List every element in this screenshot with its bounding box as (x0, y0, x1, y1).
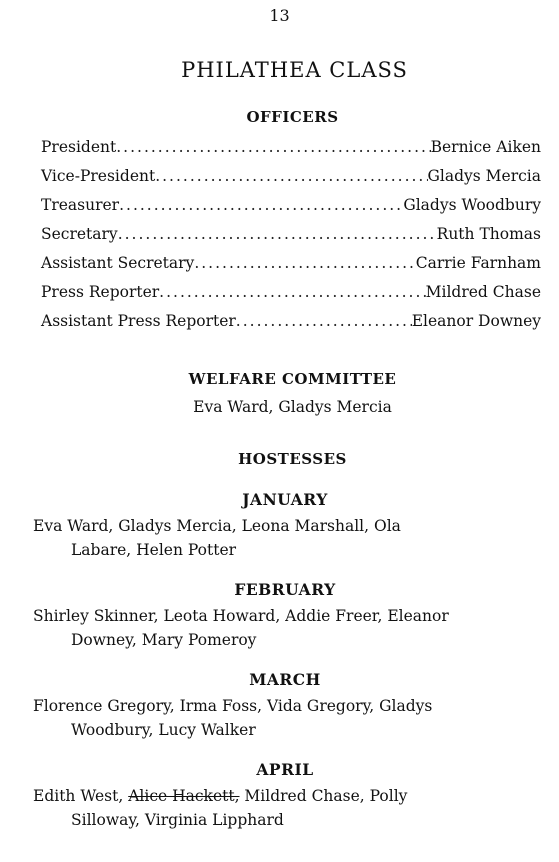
officer-name: Bernice Aiken (430, 138, 541, 156)
officer-row (41, 225, 541, 254)
hostess-line: Woodbury, Lucy Walker (71, 721, 256, 739)
welfare-committee-heading: WELFARE COMMITTEE (188, 370, 397, 388)
officer-row (41, 138, 541, 167)
dot-leader (236, 312, 412, 330)
month-heading-march: MARCH (249, 670, 321, 689)
hostess-line: Eva Ward, Gladys Mercia, Leona Marshall, Ola (33, 517, 401, 535)
hostess-line: Silloway, Virginia Lipphard (71, 811, 284, 829)
officer-name: Gladys Mercia (427, 167, 541, 185)
officer-role: Press Reporter (41, 283, 160, 301)
hostess-line: Florence Gregory, Irma Foss, Vida Gregory, Gladys (33, 697, 433, 715)
officer-role: Vice-President (41, 167, 156, 185)
month-heading-april: APRIL (256, 760, 314, 779)
officer-name: Ruth Thomas (436, 225, 541, 243)
dot-leader (119, 196, 403, 214)
hostess-text: Edith West, (33, 787, 129, 805)
officer-role: Treasurer (41, 196, 120, 214)
officer-name: Eleanor Downey (411, 312, 541, 330)
officer-row (41, 196, 541, 225)
month-heading-february: FEBRUARY (234, 580, 336, 599)
hostess-list-march (33, 694, 533, 742)
hostess-list-april (33, 784, 533, 832)
officer-role: Assistant Press Reporter (41, 312, 236, 330)
officer-role: Assistant Secretary (41, 254, 195, 272)
welfare-committee-members: Eva Ward, Gladys Mercia (193, 398, 392, 416)
officer-row (41, 312, 541, 341)
officer-role: President (41, 138, 117, 156)
hostesses-heading: HOSTESSES (238, 450, 347, 468)
hostess-list-january (33, 514, 533, 562)
dot-leader (116, 138, 430, 156)
officer-name: Carrie Farnham (415, 254, 541, 272)
hostess-list-february (33, 604, 533, 652)
hostess-line: Labare, Helen Potter (71, 541, 237, 559)
struck-through-name: Alice Hackett, (128, 787, 240, 805)
dot-leader (118, 225, 437, 243)
page-title: PHILATHEA CLASS (181, 58, 408, 82)
officer-name: Mildred Chase (425, 283, 541, 301)
hostess-line: Downey, Mary Pomeroy (71, 631, 257, 649)
officer-row (41, 254, 541, 283)
page-number: 13 (269, 6, 290, 25)
officer-row (41, 167, 541, 196)
month-heading-january: JANUARY (242, 490, 328, 509)
officer-row (41, 283, 541, 312)
hostess-line: Shirley Skinner, Leota Howard, Addie Freer, Eleanor (33, 607, 449, 625)
hostess-line (33, 787, 407, 805)
hostess-text: Mildred Chase, Polly (239, 787, 408, 805)
dot-leader (194, 254, 415, 272)
officer-role: Secretary (41, 225, 118, 243)
dot-leader (159, 283, 425, 301)
officers-list (41, 138, 541, 341)
officer-name: Gladys Woodbury (403, 196, 541, 214)
dot-leader (155, 167, 427, 185)
officers-heading: OFFICERS (246, 108, 339, 126)
